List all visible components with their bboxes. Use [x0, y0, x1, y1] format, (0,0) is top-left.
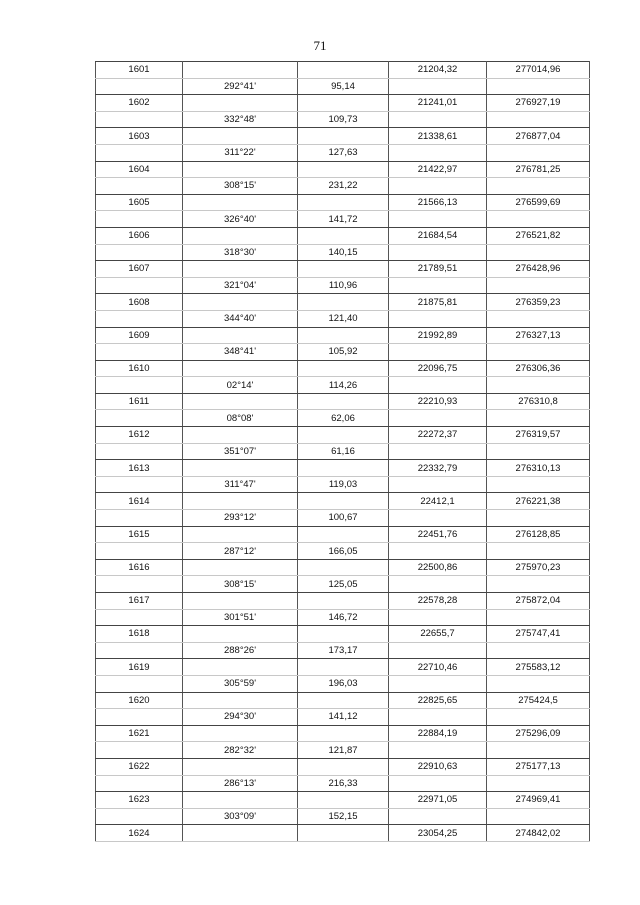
point-row [96, 128, 590, 145]
point-row [96, 261, 590, 278]
angle-cell: 321°04' [183, 277, 298, 294]
point-empty-cell [96, 277, 183, 294]
angle-empty-cell [183, 593, 298, 610]
point-empty-cell [96, 144, 183, 161]
y-empty-cell [487, 310, 590, 327]
point-empty-cell [96, 543, 183, 560]
x-empty-cell [389, 211, 487, 228]
point-row [96, 526, 590, 543]
x-cell: 21684,54 [389, 227, 487, 244]
angle-cell: 351°07' [183, 443, 298, 460]
point-cell: 1622 [96, 758, 183, 775]
distance-cell: 127,63 [298, 144, 389, 161]
distance-empty-cell [298, 360, 389, 377]
segment-row [96, 244, 590, 261]
point-row [96, 161, 590, 178]
angle-empty-cell [183, 692, 298, 709]
point-empty-cell [96, 310, 183, 327]
distance-empty-cell [298, 526, 389, 543]
x-empty-cell [389, 78, 487, 95]
angle-empty-cell [183, 427, 298, 444]
distance-cell: 105,92 [298, 344, 389, 361]
y-empty-cell [487, 576, 590, 593]
y-cell: 276310,13 [487, 460, 590, 477]
distance-cell: 141,12 [298, 709, 389, 726]
angle-cell: 305°59' [183, 675, 298, 692]
distance-empty-cell [298, 493, 389, 510]
point-cell: 1617 [96, 593, 183, 610]
angle-empty-cell [183, 559, 298, 576]
y-empty-cell [487, 344, 590, 361]
y-cell: 275747,41 [487, 626, 590, 643]
distance-cell: 216,33 [298, 775, 389, 792]
point-empty-cell [96, 709, 183, 726]
point-row [96, 427, 590, 444]
x-cell: 22096,75 [389, 360, 487, 377]
angle-empty-cell [183, 194, 298, 211]
distance-cell: 166,05 [298, 543, 389, 560]
distance-empty-cell [298, 792, 389, 809]
y-empty-cell [487, 476, 590, 493]
angle-cell: 287°12' [183, 543, 298, 560]
angle-cell: 282°32' [183, 742, 298, 759]
x-cell: 21992,89 [389, 327, 487, 344]
point-empty-cell [96, 178, 183, 195]
page-number: 71 [313, 38, 327, 53]
distance-cell: 141,72 [298, 211, 389, 228]
angle-cell: 02°14' [183, 377, 298, 394]
point-empty-cell [96, 742, 183, 759]
y-empty-cell [487, 111, 590, 128]
y-empty-cell [487, 410, 590, 427]
angle-empty-cell [183, 659, 298, 676]
y-cell: 276221,38 [487, 493, 590, 510]
distance-empty-cell [298, 725, 389, 742]
x-cell: 21338,61 [389, 128, 487, 145]
x-cell: 23054,25 [389, 825, 487, 842]
y-cell: 275177,13 [487, 758, 590, 775]
point-cell: 1602 [96, 95, 183, 112]
x-empty-cell [389, 344, 487, 361]
x-cell: 22332,79 [389, 460, 487, 477]
segment-row [96, 543, 590, 560]
x-cell: 21241,01 [389, 95, 487, 112]
y-cell: 275583,12 [487, 659, 590, 676]
angle-empty-cell [183, 161, 298, 178]
angle-cell: 308°15' [183, 576, 298, 593]
angle-cell: 344°40' [183, 310, 298, 327]
point-cell: 1619 [96, 659, 183, 676]
x-empty-cell [389, 576, 487, 593]
y-cell: 277014,96 [487, 62, 590, 79]
point-cell: 1603 [96, 128, 183, 145]
x-empty-cell [389, 775, 487, 792]
y-cell: 276599,69 [487, 194, 590, 211]
x-cell: 22500,86 [389, 559, 487, 576]
x-cell: 22578,28 [389, 593, 487, 610]
x-cell: 21789,51 [389, 261, 487, 278]
segment-row [96, 709, 590, 726]
y-empty-cell [487, 709, 590, 726]
y-cell: 275970,23 [487, 559, 590, 576]
distance-cell: 110,96 [298, 277, 389, 294]
point-row [96, 758, 590, 775]
y-empty-cell [487, 244, 590, 261]
segment-row [96, 443, 590, 460]
segment-row [96, 808, 590, 825]
x-cell: 22272,37 [389, 427, 487, 444]
point-empty-cell [96, 344, 183, 361]
angle-empty-cell [183, 294, 298, 311]
point-empty-cell [96, 675, 183, 692]
point-row [96, 792, 590, 809]
angle-empty-cell [183, 626, 298, 643]
x-cell: 21566,13 [389, 194, 487, 211]
point-row [96, 626, 590, 643]
point-row [96, 493, 590, 510]
distance-cell: 173,17 [298, 642, 389, 659]
x-cell: 22910,63 [389, 758, 487, 775]
x-empty-cell [389, 642, 487, 659]
x-empty-cell [389, 609, 487, 626]
y-cell: 276927,19 [487, 95, 590, 112]
y-empty-cell [487, 642, 590, 659]
point-cell: 1610 [96, 360, 183, 377]
angle-cell: 293°12' [183, 510, 298, 527]
point-row [96, 725, 590, 742]
segment-row [96, 310, 590, 327]
x-empty-cell [389, 244, 487, 261]
point-cell: 1608 [96, 294, 183, 311]
distance-cell: 121,87 [298, 742, 389, 759]
angle-cell: 294°30' [183, 709, 298, 726]
y-empty-cell [487, 808, 590, 825]
distance-cell: 196,03 [298, 675, 389, 692]
point-cell: 1604 [96, 161, 183, 178]
segment-row [96, 609, 590, 626]
angle-cell: 311°22' [183, 144, 298, 161]
segment-row [96, 178, 590, 195]
distance-empty-cell [298, 659, 389, 676]
y-empty-cell [487, 675, 590, 692]
point-cell: 1623 [96, 792, 183, 809]
distance-cell: 114,26 [298, 377, 389, 394]
segment-row [96, 144, 590, 161]
angle-empty-cell [183, 261, 298, 278]
segment-row [96, 775, 590, 792]
y-cell: 275296,09 [487, 725, 590, 742]
point-cell: 1614 [96, 493, 183, 510]
segment-row [96, 476, 590, 493]
y-empty-cell [487, 742, 590, 759]
x-empty-cell [389, 709, 487, 726]
y-cell: 276781,25 [487, 161, 590, 178]
angle-cell: 308°15' [183, 178, 298, 195]
distance-cell: 95,14 [298, 78, 389, 95]
distance-cell: 152,15 [298, 808, 389, 825]
coordinates-table-body [96, 62, 590, 842]
x-cell: 22451,76 [389, 526, 487, 543]
point-empty-cell [96, 377, 183, 394]
point-row [96, 659, 590, 676]
coordinates-table [95, 61, 590, 842]
x-cell: 21422,97 [389, 161, 487, 178]
distance-cell: 121,40 [298, 310, 389, 327]
y-cell: 276428,96 [487, 261, 590, 278]
distance-empty-cell [298, 559, 389, 576]
distance-empty-cell [298, 95, 389, 112]
point-empty-cell [96, 443, 183, 460]
point-cell: 1611 [96, 393, 183, 410]
distance-cell: 146,72 [298, 609, 389, 626]
x-empty-cell [389, 144, 487, 161]
x-empty-cell [389, 476, 487, 493]
segment-row [96, 742, 590, 759]
x-empty-cell [389, 178, 487, 195]
distance-empty-cell [298, 593, 389, 610]
y-cell: 275872,04 [487, 593, 590, 610]
segment-row [96, 510, 590, 527]
distance-cell: 140,15 [298, 244, 389, 261]
segment-row [96, 277, 590, 294]
distance-empty-cell [298, 327, 389, 344]
x-empty-cell [389, 111, 487, 128]
y-empty-cell [487, 510, 590, 527]
angle-cell: 326°40' [183, 211, 298, 228]
distance-empty-cell [298, 227, 389, 244]
x-empty-cell [389, 310, 487, 327]
distance-empty-cell [298, 62, 389, 79]
angle-empty-cell [183, 327, 298, 344]
point-cell: 1616 [96, 559, 183, 576]
point-empty-cell [96, 410, 183, 427]
y-empty-cell [487, 543, 590, 560]
point-empty-cell [96, 476, 183, 493]
y-cell: 274969,41 [487, 792, 590, 809]
distance-empty-cell [298, 161, 389, 178]
point-empty-cell [96, 609, 183, 626]
distance-empty-cell [298, 427, 389, 444]
point-empty-cell [96, 510, 183, 527]
x-cell: 21875,81 [389, 294, 487, 311]
x-cell: 22884,19 [389, 725, 487, 742]
angle-empty-cell [183, 227, 298, 244]
distance-empty-cell [298, 393, 389, 410]
distance-empty-cell [298, 194, 389, 211]
point-row [96, 227, 590, 244]
x-empty-cell [389, 543, 487, 560]
segment-row [96, 410, 590, 427]
x-cell: 22825,65 [389, 692, 487, 709]
point-empty-cell [96, 78, 183, 95]
angle-cell: 301°51' [183, 609, 298, 626]
point-cell: 1615 [96, 526, 183, 543]
x-cell: 22412,1 [389, 493, 487, 510]
angle-cell: 292°41' [183, 78, 298, 95]
x-cell: 21204,32 [389, 62, 487, 79]
y-cell: 276521,82 [487, 227, 590, 244]
point-empty-cell [96, 244, 183, 261]
x-cell: 22710,46 [389, 659, 487, 676]
segment-row [96, 576, 590, 593]
angle-empty-cell [183, 95, 298, 112]
angle-empty-cell [183, 360, 298, 377]
segment-row [96, 642, 590, 659]
point-cell: 1606 [96, 227, 183, 244]
x-empty-cell [389, 742, 487, 759]
y-cell: 275424,5 [487, 692, 590, 709]
angle-empty-cell [183, 128, 298, 145]
angle-empty-cell [183, 758, 298, 775]
angle-cell: 286°13' [183, 775, 298, 792]
distance-cell: 231,22 [298, 178, 389, 195]
distance-cell: 100,67 [298, 510, 389, 527]
y-empty-cell [487, 178, 590, 195]
point-cell: 1624 [96, 825, 183, 842]
distance-cell: 109,73 [298, 111, 389, 128]
distance-empty-cell [298, 692, 389, 709]
angle-cell: 288°26' [183, 642, 298, 659]
point-row [96, 360, 590, 377]
x-empty-cell [389, 808, 487, 825]
point-row [96, 825, 590, 842]
point-row [96, 593, 590, 610]
point-cell: 1612 [96, 427, 183, 444]
point-cell: 1621 [96, 725, 183, 742]
angle-empty-cell [183, 62, 298, 79]
y-empty-cell [487, 443, 590, 460]
angle-empty-cell [183, 493, 298, 510]
distance-empty-cell [298, 261, 389, 278]
x-empty-cell [389, 377, 487, 394]
segment-row [96, 377, 590, 394]
segment-row [96, 675, 590, 692]
x-empty-cell [389, 277, 487, 294]
angle-cell: 08°08' [183, 410, 298, 427]
y-empty-cell [487, 377, 590, 394]
angle-cell: 311°47' [183, 476, 298, 493]
y-empty-cell [487, 211, 590, 228]
distance-cell: 119,03 [298, 476, 389, 493]
point-cell: 1605 [96, 194, 183, 211]
angle-empty-cell [183, 393, 298, 410]
x-empty-cell [389, 410, 487, 427]
angle-cell: 318°30' [183, 244, 298, 261]
x-empty-cell [389, 443, 487, 460]
angle-cell: 332°48' [183, 111, 298, 128]
point-row [96, 327, 590, 344]
y-cell: 276327,13 [487, 327, 590, 344]
y-cell: 276877,04 [487, 128, 590, 145]
y-cell: 276306,36 [487, 360, 590, 377]
segment-row [96, 344, 590, 361]
point-row [96, 62, 590, 79]
point-cell: 1613 [96, 460, 183, 477]
point-cell: 1609 [96, 327, 183, 344]
distance-cell: 62,06 [298, 410, 389, 427]
x-empty-cell [389, 675, 487, 692]
angle-cell: 348°41' [183, 344, 298, 361]
angle-cell: 303°09' [183, 808, 298, 825]
angle-empty-cell [183, 526, 298, 543]
y-empty-cell [487, 609, 590, 626]
x-cell: 22210,93 [389, 393, 487, 410]
x-cell: 22971,05 [389, 792, 487, 809]
point-empty-cell [96, 576, 183, 593]
point-cell: 1618 [96, 626, 183, 643]
point-cell: 1620 [96, 692, 183, 709]
point-empty-cell [96, 211, 183, 228]
segment-row [96, 211, 590, 228]
y-empty-cell [487, 775, 590, 792]
point-row [96, 194, 590, 211]
y-cell: 276319,57 [487, 427, 590, 444]
point-row [96, 692, 590, 709]
distance-empty-cell [298, 294, 389, 311]
angle-empty-cell [183, 460, 298, 477]
y-empty-cell [487, 144, 590, 161]
angle-empty-cell [183, 825, 298, 842]
distance-empty-cell [298, 758, 389, 775]
distance-empty-cell [298, 128, 389, 145]
angle-empty-cell [183, 792, 298, 809]
y-cell: 274842,02 [487, 825, 590, 842]
y-cell: 276310,8 [487, 393, 590, 410]
distance-cell: 61,16 [298, 443, 389, 460]
point-row [96, 460, 590, 477]
segment-row [96, 78, 590, 95]
point-empty-cell [96, 642, 183, 659]
x-cell: 22655,7 [389, 626, 487, 643]
point-empty-cell [96, 808, 183, 825]
point-row [96, 294, 590, 311]
segment-row [96, 111, 590, 128]
x-empty-cell [389, 510, 487, 527]
point-row [96, 393, 590, 410]
y-cell: 276128,85 [487, 526, 590, 543]
point-row [96, 95, 590, 112]
distance-empty-cell [298, 825, 389, 842]
point-empty-cell [96, 775, 183, 792]
distance-cell: 125,05 [298, 576, 389, 593]
point-empty-cell [96, 111, 183, 128]
y-empty-cell [487, 78, 590, 95]
point-cell: 1601 [96, 62, 183, 79]
y-cell: 276359,23 [487, 294, 590, 311]
point-cell: 1607 [96, 261, 183, 278]
angle-empty-cell [183, 725, 298, 742]
y-empty-cell [487, 277, 590, 294]
distance-empty-cell [298, 626, 389, 643]
distance-empty-cell [298, 460, 389, 477]
point-row [96, 559, 590, 576]
